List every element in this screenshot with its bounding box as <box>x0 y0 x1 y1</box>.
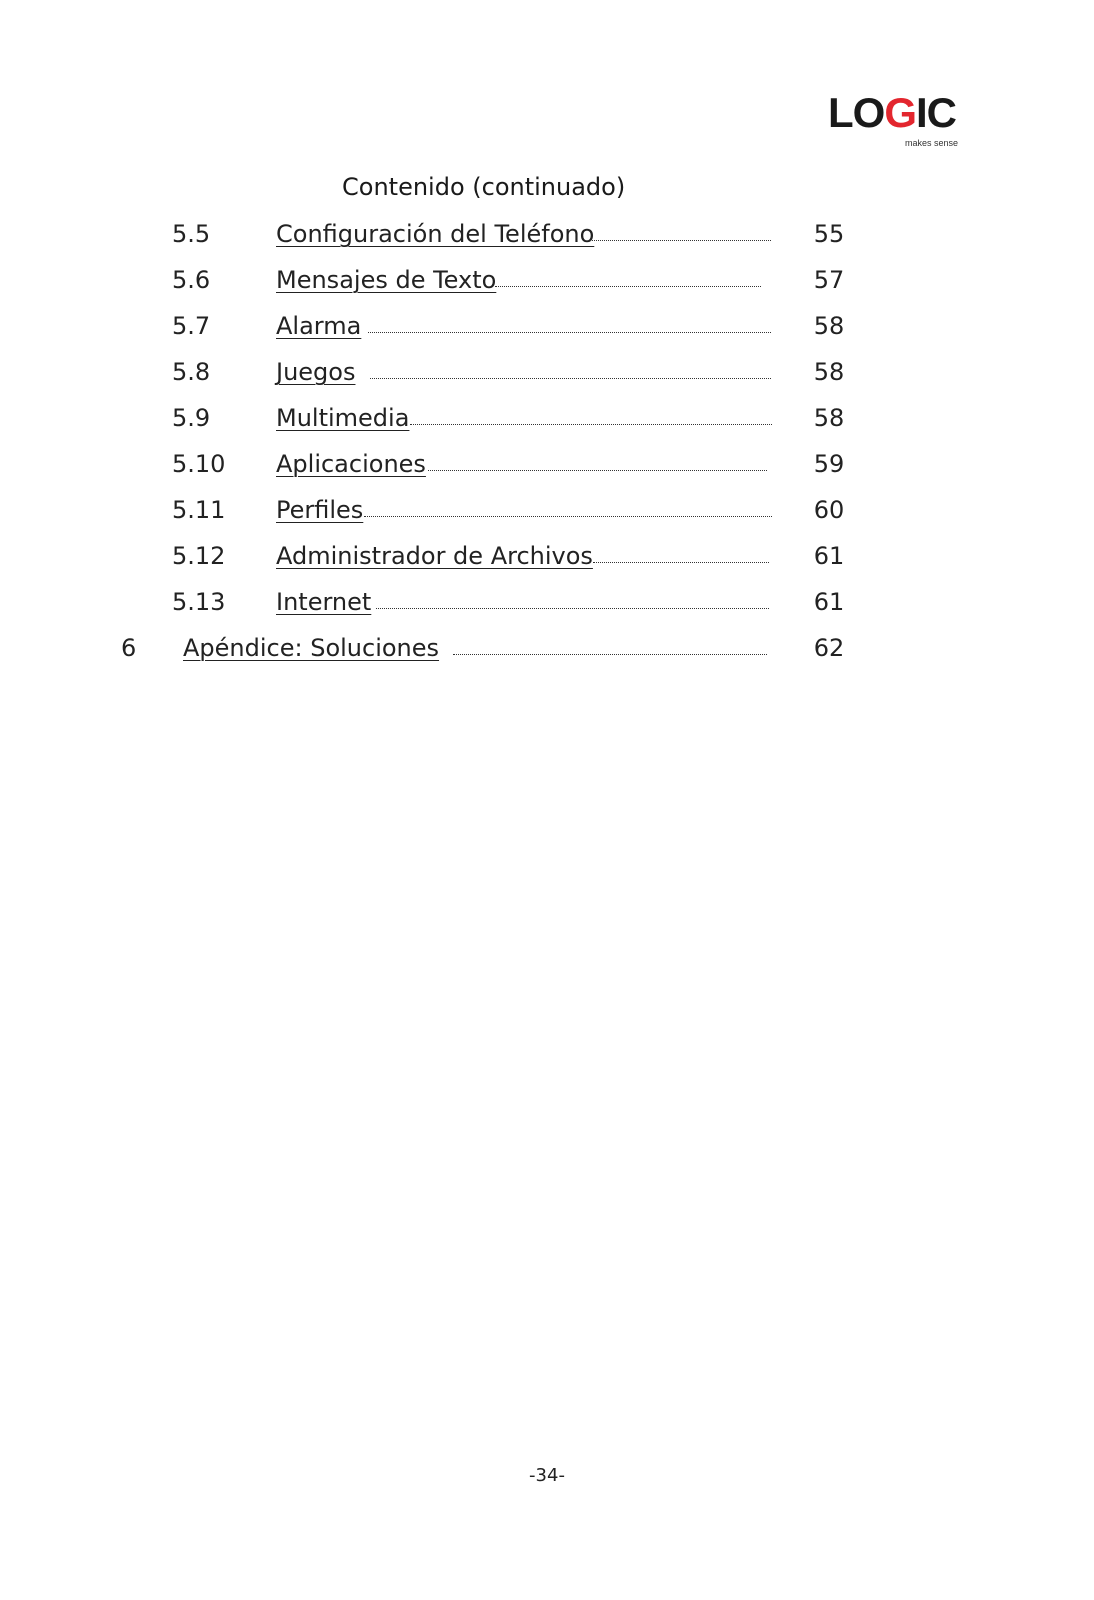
toc-entry-page: 61 <box>813 542 845 570</box>
toc-dot-leader <box>453 654 767 655</box>
toc-dot-leader <box>410 424 772 425</box>
toc-entry-page: 58 <box>813 404 845 432</box>
toc-dot-leader <box>376 608 769 609</box>
toc-entry-page: 61 <box>813 588 845 616</box>
toc-entry-number: 5.12 <box>172 542 226 570</box>
toc-dot-leader <box>368 332 771 333</box>
toc-entry-number: 5.11 <box>172 496 226 524</box>
toc-entry-page: 62 <box>813 634 845 662</box>
toc-entry-number: 6 <box>121 634 137 662</box>
toc-entry-link[interactable]: Administrador de Archivos <box>276 542 593 570</box>
toc-entry-number: 5.10 <box>172 450 226 478</box>
toc-entry-page: 55 <box>813 220 845 248</box>
toc-entry-page: 59 <box>813 450 845 478</box>
toc-entry-page: 57 <box>813 266 845 294</box>
toc-entry-link[interactable]: Internet <box>276 588 372 616</box>
logo <box>828 89 958 152</box>
logo-tagline: makes sense <box>904 138 958 148</box>
toc-dot-leader <box>364 516 772 517</box>
toc-entry <box>0 582 1094 622</box>
toc-entry-page: 60 <box>813 496 845 524</box>
toc-entry-link[interactable]: Juegos <box>276 358 356 386</box>
toc-dot-leader <box>590 240 771 241</box>
toc-entry-number: 5.9 <box>172 404 211 432</box>
toc-entry-number: 5.13 <box>172 588 226 616</box>
toc-entry-number: 5.6 <box>172 266 211 294</box>
toc-title: Contenido (continuado) <box>342 173 626 201</box>
toc-entry-link[interactable]: Aplicaciones <box>276 450 426 478</box>
toc-entry <box>0 398 1094 438</box>
toc-entry <box>0 628 1094 668</box>
toc-entry-link[interactable]: Alarma <box>276 312 362 340</box>
toc-entry-link[interactable]: Configuración del Teléfono <box>276 220 595 248</box>
toc-entry <box>0 306 1094 346</box>
toc-entry-link[interactable]: Mensajes de Texto <box>276 266 497 294</box>
toc-entry <box>0 214 1094 254</box>
toc-entry-number: 5.8 <box>172 358 211 386</box>
toc-dot-leader <box>593 562 769 563</box>
logo-wordmark: LOGIC <box>828 89 956 136</box>
toc-entry-page: 58 <box>813 312 845 340</box>
toc-entry <box>0 352 1094 392</box>
toc-entry-link[interactable]: Apéndice: Soluciones <box>183 634 440 662</box>
toc-entry <box>0 260 1094 300</box>
toc-entry <box>0 444 1094 484</box>
toc-dot-leader <box>495 286 761 287</box>
toc-dot-leader <box>428 470 767 471</box>
toc-entry-number: 5.7 <box>172 312 211 340</box>
toc-entry-link[interactable]: Perfiles <box>276 496 364 524</box>
page-number: -34- <box>529 1465 565 1486</box>
toc-entry-link[interactable]: Multimedia <box>276 404 410 432</box>
toc-entry <box>0 536 1094 576</box>
toc-entry-number: 5.5 <box>172 220 211 248</box>
toc-entry-page: 58 <box>813 358 845 386</box>
toc-entry <box>0 490 1094 530</box>
toc-dot-leader <box>370 378 771 379</box>
